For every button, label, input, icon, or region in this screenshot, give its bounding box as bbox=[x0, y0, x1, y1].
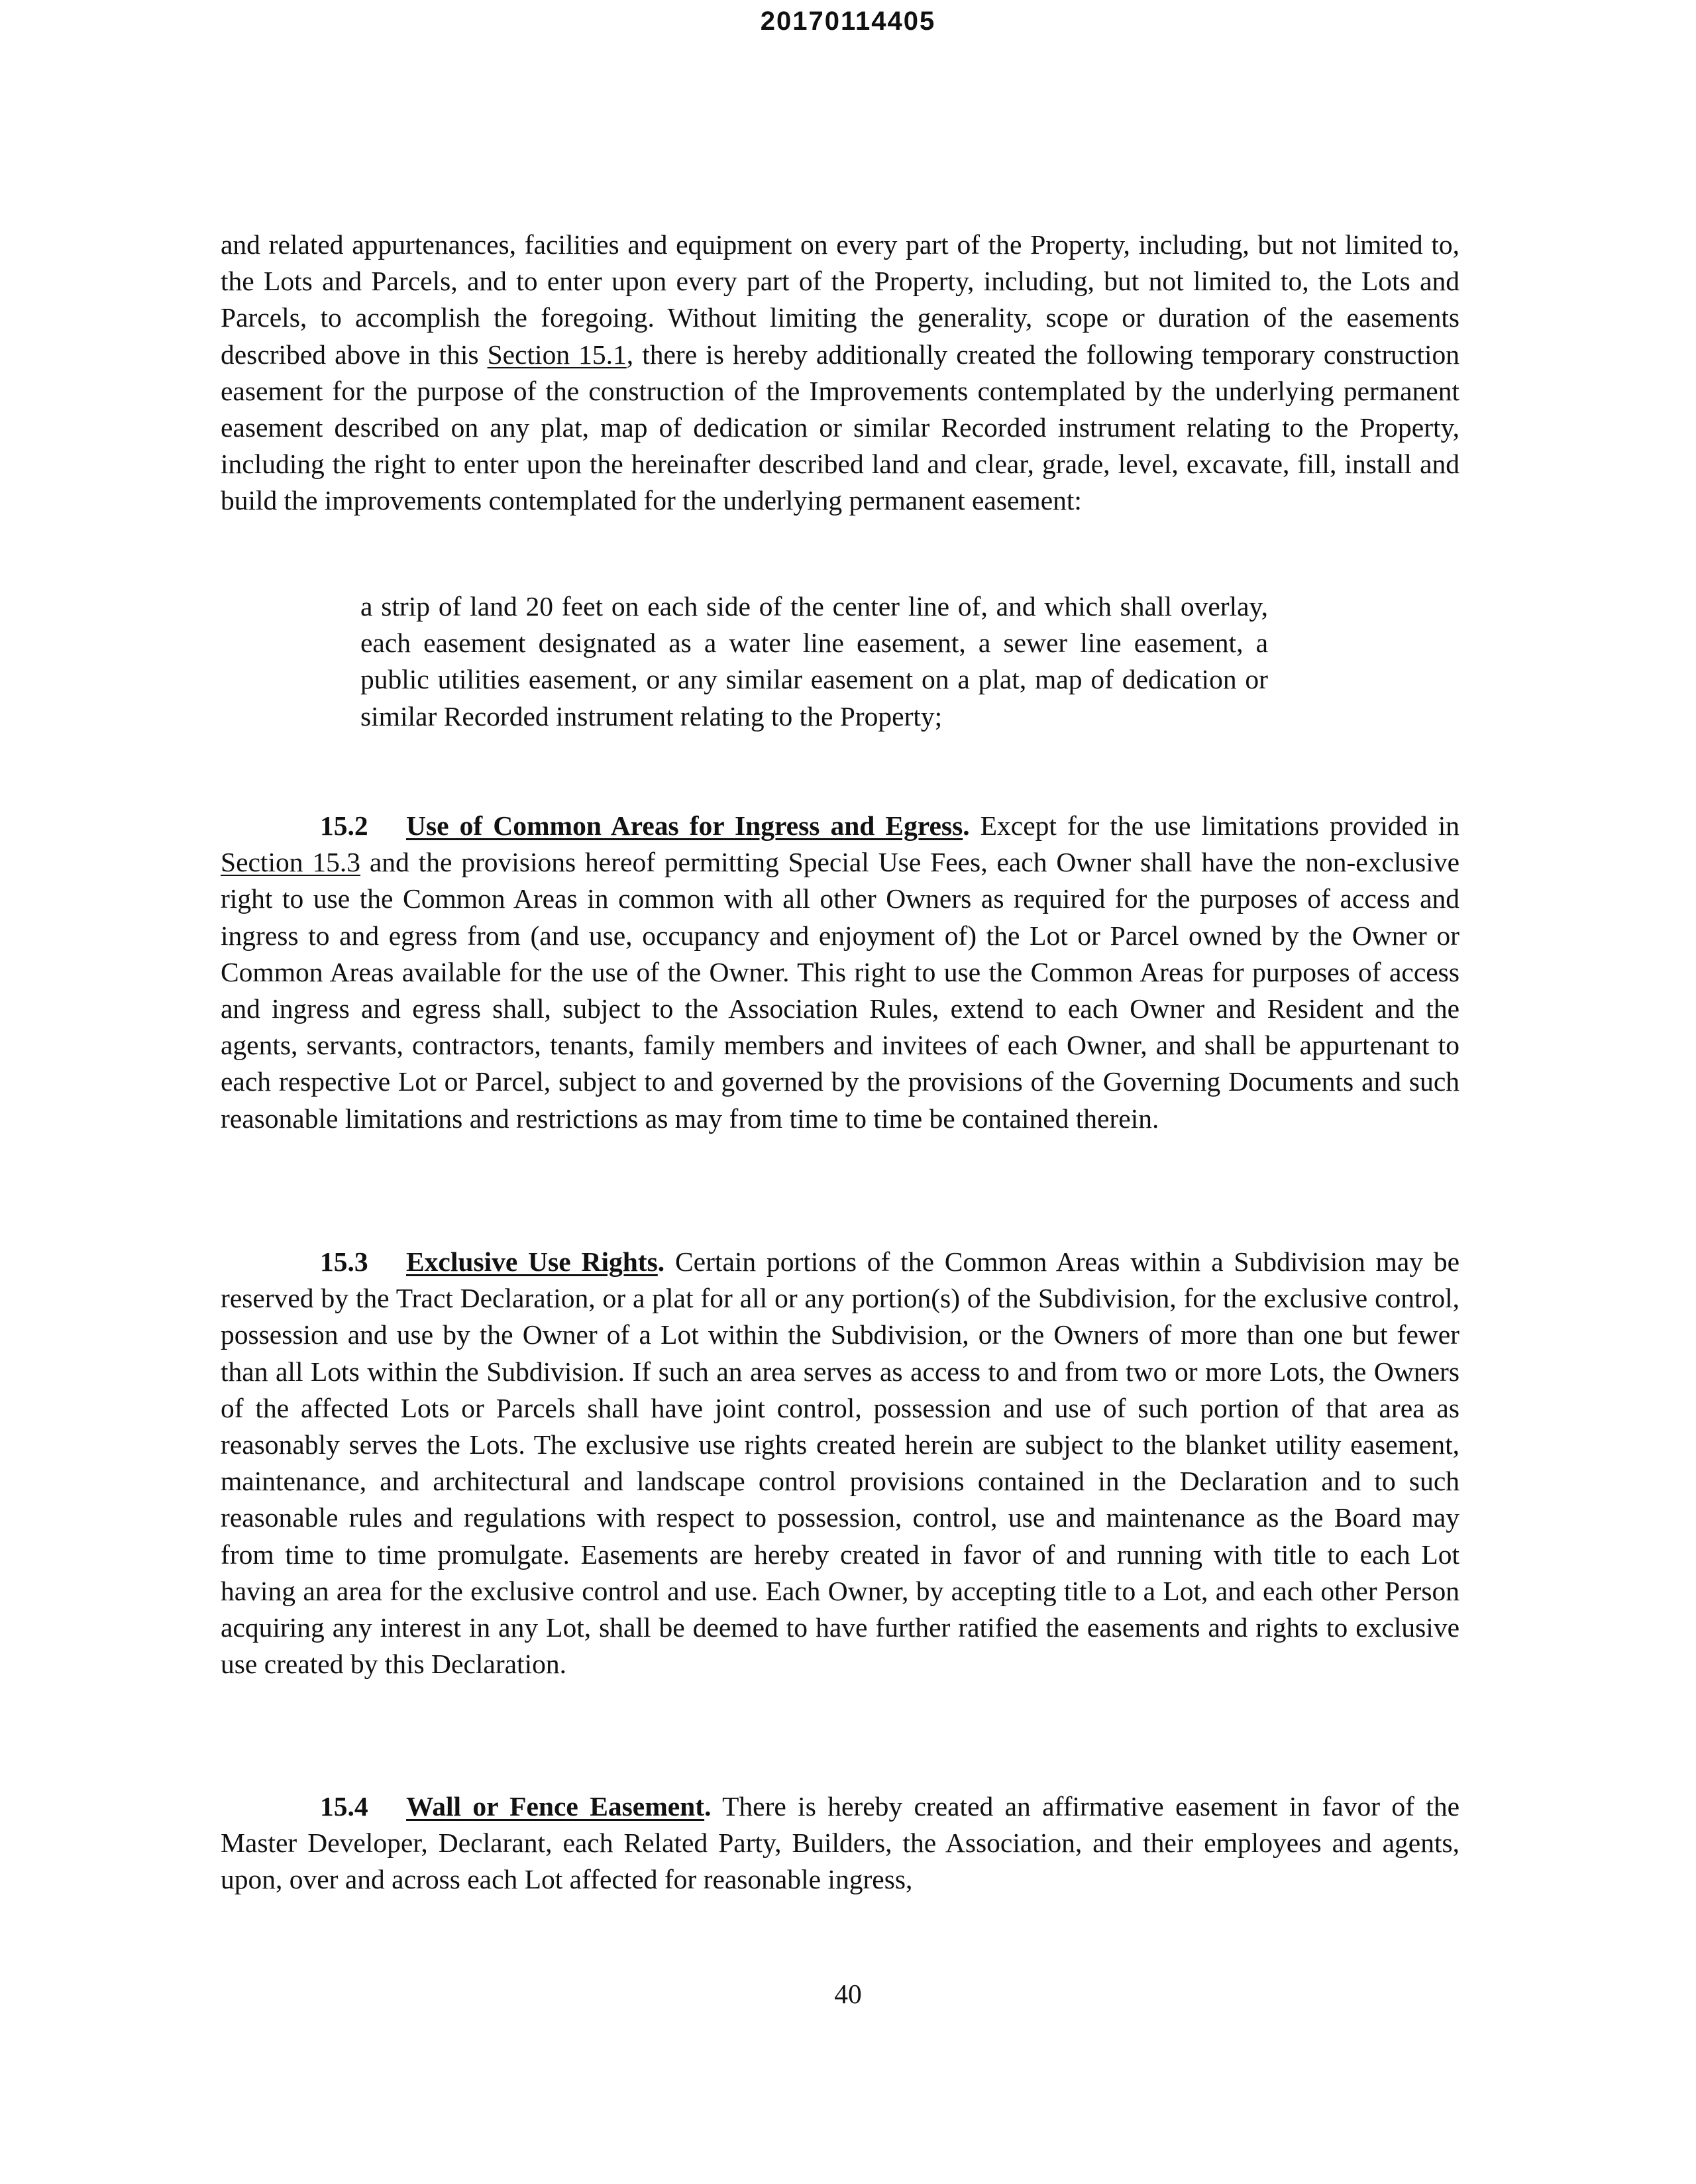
section-number: 15.3 bbox=[320, 1246, 368, 1277]
section-reference-15-1: Section 15.1 bbox=[487, 339, 627, 370]
section-text: and the provisions hereof permitting Special Use Fees, each Owner shall have the non-exclusive right to use the Common Areas in common with all other Owners as required for the purposes of access and ingress to and egress from (and use, occupancy and enjoyment of) the Lot or Parcel owned by the Owner or Common Areas available for the use of the Owner. This right to use the Common Areas for purposes of access and ingress and egress shall, subject to the Association Rules, extend to each Owner and Resident and the agents, servants, contractors, tenants, family members and invitees of each Owner, and shall be appurtenant to each respective Lot or Parcel, subject to and governed by the provisions of the Governing Documents and such reasonable limitations and restrictions as may from time to time be contained therein. bbox=[221, 847, 1459, 1134]
section-title-period: . bbox=[963, 810, 970, 841]
page-number: 40 bbox=[834, 1979, 862, 2009]
section-title-period: . bbox=[657, 1246, 665, 1277]
section-15-3 bbox=[221, 1244, 1459, 1682]
paragraph-text: , there is hereby additionally created the following temporary construction easement for the purpose of the construction of the Improvements contemplated by the underlying permanent easement described on any plat, map of dedication or similar Recorded instrument relating to the Property, including the right to enter upon the hereinafter described land and clear, grade, level, excavate, fill, install and build the improvements contemplated for the underlying permanent easement: bbox=[221, 339, 1459, 516]
paragraph-text: and related appurtenances, facilities and equipment on every part of the Property, including, but not limited to, the Lots and Parcels, and to enter upon every part of the Property, including, but not limited to, the Lots and Parcels, to accomplish the foregoing. Without limiting the generality, scope or duration of the easements described above in this bbox=[221, 229, 1459, 370]
document-number: 20170114405 bbox=[760, 7, 936, 36]
section-number: 15.4 bbox=[320, 1791, 368, 1822]
section-number: 15.2 bbox=[320, 810, 368, 841]
section-reference-15-3: Section 15.3 bbox=[221, 847, 360, 878]
section-15-2 bbox=[221, 808, 1459, 1137]
section-text: There is hereby created an affirmative easement in favor of the Master Developer, Declarant, each Related Party, Builders, the Association, and their employees and agents, upon, over and across each Lot affected for reasonable ingress, bbox=[221, 1791, 1459, 1895]
easement-strip-description: a strip of land 20 feet on each side of the center line of, and which shall overlay, each easement designated as a water line easement, a sewer line easement, a public utilities easement, or any similar easement on a plat, map of dedication or similar Recorded instrument relating to the Property; bbox=[360, 591, 1268, 732]
section-title: Wall or Fence Easement bbox=[406, 1791, 705, 1822]
section-text: Except for the use limitations provided in bbox=[969, 810, 1459, 841]
section-title: Exclusive Use Rights bbox=[406, 1246, 658, 1277]
section-title: Use of Common Areas for Ingress and Egress bbox=[406, 810, 963, 841]
paragraph-easement-continuation bbox=[221, 227, 1459, 519]
section-15-4 bbox=[221, 1788, 1459, 1898]
section-title-period: . bbox=[704, 1791, 712, 1822]
section-text: Certain portions of the Common Areas within a Subdivision may be reserved by the Tract Declaration, or a plat for all or any portion(s) of the Subdivision, for the exclusive control, possession and use by the Owner of a Lot within the Subdivision, or the Owners of more than one but fewer than all Lots within the Subdivision. If such an area serves as access to and from two or more Lots, the Owners of the affected Lots or Parcels shall have joint control, possession and use of such portion of that area as reasonably serves the Lots. The exclusive use rights created herein are subject to the blanket utility easement, maintenance, and architectural and landscape control provisions contained in the Declaration and to such reasonable rules and regulations with respect to possession, control, use and maintenance as the Board may from time to time promulgate. Easements are hereby created in favor of and running with title to each Lot having an area for the exclusive control and use. Each Owner, by accepting title to a Lot, and each other Person acquiring any interest in any Lot, shall be deemed to have further ratified the easements and rights to exclusive use created by this Declaration. bbox=[221, 1246, 1459, 1680]
